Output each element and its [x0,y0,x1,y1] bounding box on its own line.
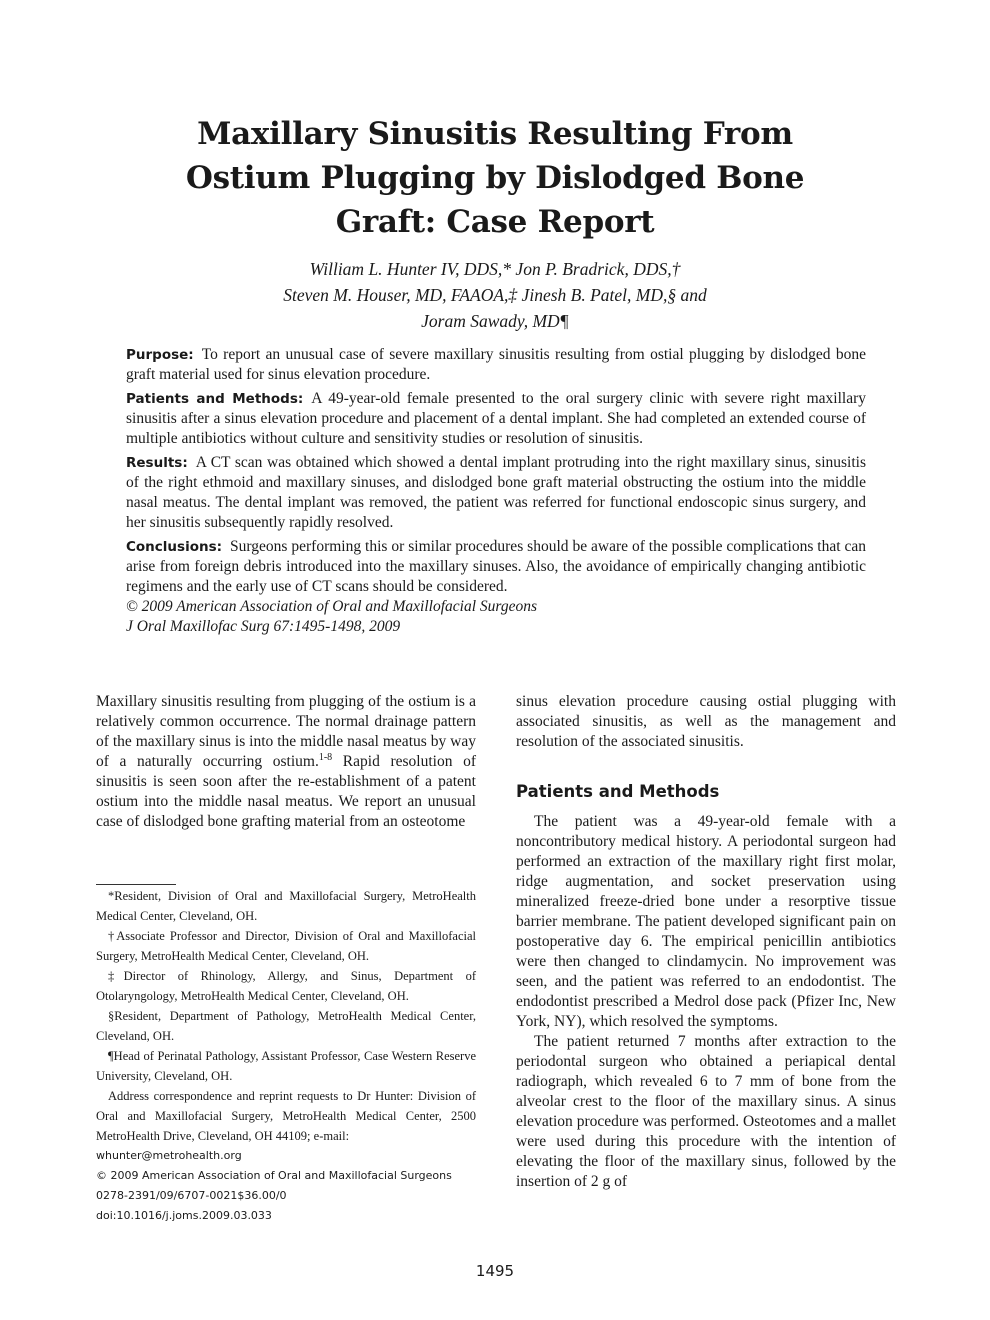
author-line: Steven M. Houser, MD, FAAOA,‡ Jinesh B. Patel, MD,§ and [283,285,707,305]
left-column [96,692,476,832]
abstract-methods-label: Patients and Methods: [126,391,304,407]
abstract-results-text: A CT scan was obtained which showed a dental implant protruding into the right maxillary sinus, sinusitis of the right ethmoid and maxillary sinuses, and dislodged bone graft material obstructing the ostium into the middle nasal meatus. The dental implant was removed, the patient was referred for functional endoscopic sinus surgery, and her sinusitis subsequently rapidly resolved. [126,454,866,531]
abstract-copyright: © 2009 American Association of Oral and Maxillofacial Surgeons [126,598,538,615]
footer-copyright: © 2009 American Association of Oral and Maxillofacial Surgeons [96,1169,452,1182]
body-paragraph: The patient was a 49-year-old female with a noncontributory medical history. A periodontal surgeon had performed an extraction of the maxillary right first molar, ridge augmentation, and socket preservation using mineralized freeze-dried bone under a resorptive tissue barrier membrane. The patient developed significant pain on postoperative day 6. The empirical penicillin antibiotics were then changed to clindamycin. No improvement was seen, and the patient was referred to an endodontist. The endodontist prescribed a Medrol dose pack (Pfizer Inc, New York, NY), which resolved the symptoms. [516,813,896,1030]
abstract [126,345,866,637]
author-line: William L. Hunter IV, DDS,* Jon P. Bradrick, DDS,† [309,259,681,279]
journal-citation: J Oral Maxillofac Surg 67:1495-1498, 2009 [126,618,401,635]
author-line: Joram Sawady, MD¶ [421,311,569,331]
abstract-methods-text: A 49-year-old female presented to the oral surgery clinic with severe right maxillary sinusitis after a sinus elevation procedure and placement of a dental implant. She had completed an extended course of multiple antibiotics without culture and sensitivity studies or resolution of sinusitis. [126,390,866,447]
footnote: ¶Head of Perinatal Pathology, Assistant Professor, Case Western Reserve University, Cleveland, OH. [96,1049,476,1083]
abstract-purpose-label: Purpose: [126,347,194,363]
footnote: ‡Director of Rhinology, Allergy, and Sinus, Department of Otolaryngology, MetroHealth Medical Center, Cleveland, OH. [96,969,476,1003]
intro-paragraph [96,692,476,832]
issn-code: 0278-2391/09/6707-0021$36.00/0 [96,1189,287,1202]
abstract-conclusions [126,537,866,597]
abstract-methods [126,389,866,449]
footnotes [96,886,476,1226]
abstract-results [126,453,866,533]
footnote: †Associate Professor and Director, Division of Oral and Maxillofacial Surgery, MetroHealth Medical Center, Cleveland, OH. [96,929,476,963]
doi[interactable]: doi:10.1016/j.joms.2009.03.033 [96,1209,272,1222]
intro-text-part1: Maxillary sinusitis resulting from plugging of the ostium is a relatively common occurrence. The normal drainage pattern of the maxillary sinus is into the middle nasal meatus by way of a naturally occurring ostium. [96,693,476,770]
intro-text-part2: Rapid resolution of sinusitis is seen soon after the re-establishment of a patent ostium into the middle nasal meatus. We report an unusual case of dislodged bone grafting material from an osteotome [96,753,476,830]
abstract-purpose-text: To report an unusual case of severe maxillary sinusitis resulting from ostial plugging by dislodged bone graft material used for sinus elevation procedure. [126,346,866,383]
author-list [170,256,820,334]
body-paragraph: The patient returned 7 months after extraction to the periodontal surgeon who obtained a periapical dental radiograph, which revealed 6 to 7 mm of bone from the alveolar crest to the floor of the maxillary sinus. A sinus elevation procedure was performed. Osteotomes and a mallet were used during this procedure with the intention of elevating the floor of the maxillary sinus, followed by the insertion of 2 g of [516,1033,896,1190]
footnote-divider [96,884,176,885]
article-title: Maxillary Sinusitis Resulting From Ostium Plugging by Dislodged Bone Graft: Case Report [185,116,805,240]
section-heading-patients-methods: Patients and Methods [516,782,720,801]
footnote: *Resident, Division of Oral and Maxillofacial Surgery, MetroHealth Medical Center, Cleveland, OH. [96,889,476,923]
abstract-conclusions-label: Conclusions: [126,539,223,555]
email-link[interactable]: whunter@metrohealth.org [96,1149,242,1162]
intro-continued: sinus elevation procedure causing ostial plugging with associated sinusitis, as well as the management and resolution of the associated sinusitis. [516,693,896,750]
right-column [516,692,896,1192]
footnote: §Resident, Department of Pathology, MetroHealth Medical Center, Cleveland, OH. [96,1009,476,1043]
abstract-purpose [126,345,866,385]
abstract-results-label: Results: [126,455,188,471]
abstract-conclusions-text: Surgeons performing this or similar procedures should be aware of the possible complications that can arise from foreign debris introduced into the maxillary sinuses. Also, the avoidance of empirically changing antibiotic regimens and the early use of CT scans should be considered. [126,538,866,595]
correspondence-address: Address correspondence and reprint requests to Dr Hunter: Division of Oral and Maxillofacial Surgery, MetroHealth Medical Center, 2500 MetroHealth Drive, Cleveland, OH 44109; e-mail: [96,1089,476,1143]
reference-link[interactable]: 1-8 [318,751,333,763]
page-number: 1495 [475,1262,515,1280]
